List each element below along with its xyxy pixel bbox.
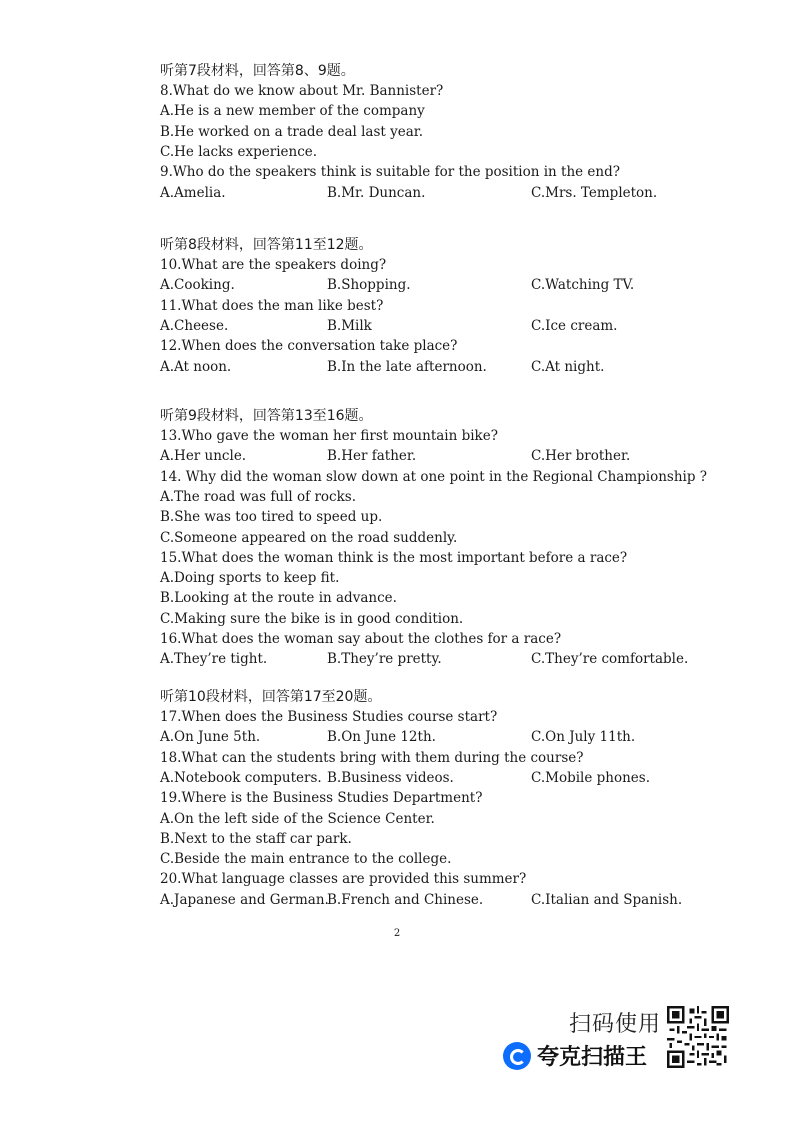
question-text: 11.What does the man like best?: [160, 297, 384, 314]
quark-logo-icon: [503, 1042, 531, 1070]
question-text: 12.When does the conversation take place?: [160, 338, 458, 355]
answer-option: B.In the late afternoon.: [327, 358, 487, 375]
answer-option: B.He worked on a trade deal last year.: [160, 123, 424, 140]
answer-option: A.Amelia.: [160, 184, 226, 201]
answer-option: A.On the left side of the Science Center.: [160, 810, 435, 827]
answer-option: C.Her brother.: [531, 448, 631, 465]
answer-option: B.On June 12th.: [327, 729, 436, 746]
question-text: 14. Why did the woman slow down at one point in the Regional Championship ?: [160, 468, 708, 485]
question-text: 15.What does the woman think is the most important before a race?: [160, 549, 628, 566]
answer-option: C.Watching TV.: [531, 277, 635, 294]
answer-option: C.Italian and Spanish.: [531, 891, 683, 908]
answer-option: A.They’re tight.: [160, 651, 268, 668]
section-heading: 听第9段材料，回答第13至16题。: [160, 408, 373, 424]
answer-option: A.Doing sports to keep fit.: [160, 570, 340, 587]
answer-option: C.Mrs. Templeton.: [531, 184, 658, 201]
question-text: 16.What does the woman say about the clothes for a race?: [160, 631, 562, 647]
answer-option: A.Japanese and German.: [160, 891, 329, 908]
answer-option: A.He is a new member of the company: [160, 103, 425, 120]
answer-option: A.The road was full of rocks.: [160, 488, 356, 505]
answer-option: A.Her uncle.: [160, 448, 247, 465]
qr-code-icon: [667, 1006, 729, 1068]
answer-option: C.Making sure the bike is in good condition.: [160, 610, 464, 627]
question-text: 13.Who gave the woman her first mountain bike?: [160, 428, 498, 444]
answer-option: B.Shopping.: [327, 277, 411, 294]
question-text: 20.What language classes are provided this summer?: [160, 871, 527, 888]
answer-option: B.Milk: [327, 317, 372, 334]
answer-option: A.Cheese.: [160, 317, 229, 334]
answer-option: B.French and Chinese.: [327, 891, 484, 908]
scanner-brand: [503, 1040, 647, 1071]
answer-option: B.Her father.: [327, 448, 417, 465]
brand-name: 夸克扫描王: [537, 1045, 648, 1070]
answer-option: B.Mr. Duncan.: [327, 184, 426, 201]
answer-option: B.Next to the staff car park.: [160, 830, 352, 847]
answer-option: A.Notebook computers.: [160, 769, 322, 786]
question-text: 18.What can the students bring with them during the course?: [160, 749, 584, 766]
question-text: 8.What do we know about Mr. Bannister?: [160, 83, 444, 99]
answer-option: C.On July 11th.: [531, 729, 636, 746]
answer-option: C.Ice cream.: [531, 317, 618, 334]
answer-option: C.Beside the main entrance to the college.: [160, 851, 452, 868]
answer-option: A.On June 5th.: [160, 729, 261, 746]
answer-option: B.They’re pretty.: [327, 651, 442, 668]
question-text: 19.Where is the Business Studies Department?: [160, 790, 483, 807]
question-text: 9.Who do the speakers think is suitable for the position in the end?: [160, 164, 620, 181]
answer-option: C.Someone appeared on the road suddenly.: [160, 529, 458, 546]
answer-option: A.At noon.: [160, 358, 232, 375]
answer-option: C.Mobile phones.: [531, 769, 651, 786]
answer-option: B.Looking at the route in advance.: [160, 590, 397, 607]
section-heading: 听第8段材料，回答第11至12题。: [160, 237, 373, 253]
page-number: 2: [393, 928, 401, 939]
section-heading: 听第7段材料，回答第8、9题。: [160, 63, 355, 79]
scan-to-use-label: 扫码使用: [569, 1012, 662, 1037]
section-heading: 听第10段材料，回答第17至20题。: [160, 689, 382, 705]
answer-option: C.They’re comfortable.: [531, 651, 689, 668]
answer-option: C.At night.: [531, 358, 605, 375]
answer-option: B.Business videos.: [327, 769, 454, 786]
question-text: 10.What are the speakers doing?: [160, 257, 387, 273]
answer-option: C.He lacks experience.: [160, 143, 318, 160]
answer-option: B.She was too tired to speed up.: [160, 509, 383, 526]
answer-option: A.Cooking.: [160, 277, 235, 294]
question-text: 17.When does the Business Studies course start?: [160, 709, 498, 725]
